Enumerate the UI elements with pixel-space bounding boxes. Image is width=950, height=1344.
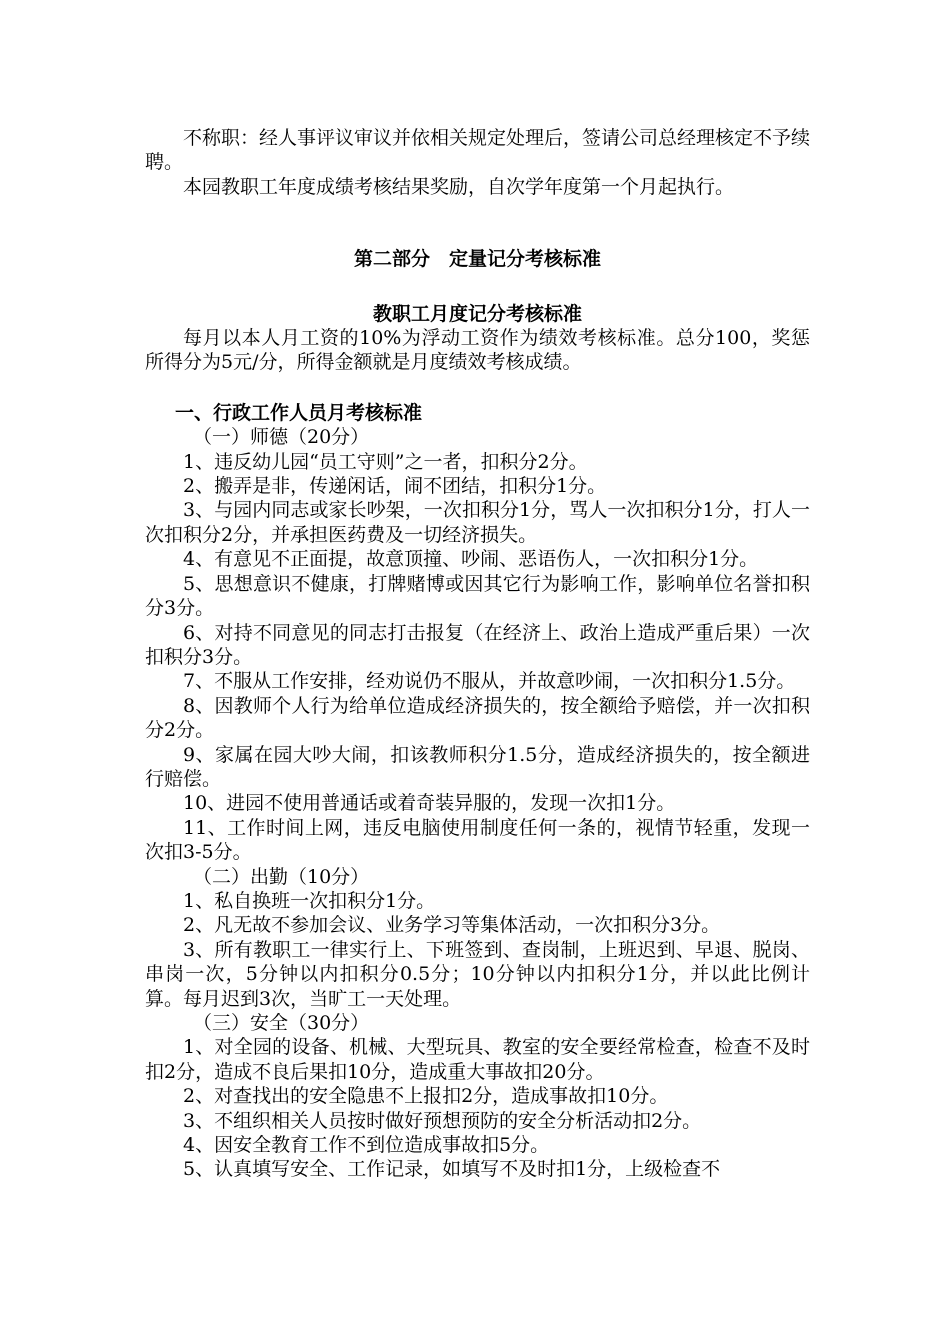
subsection-attendance-title: （二）出勤（10分） (193, 865, 370, 888)
intro-paragraph-2: 本园教职工年度成绩考核结果奖励，自次学年度第一个月起执行。 (183, 175, 735, 198)
ethics-item: 11、工作时间上网，违反电脑使用制度任何一条的，视情节轻重，发现一次扣3-5分。 (145, 816, 810, 864)
section-subtitle: 教职工月度记分考核标准 (372, 302, 582, 325)
attendance-item: 2、凡无故不参加会议、业务学习等集体活动，一次扣积分3分。 (183, 914, 721, 937)
safety-item: 5、认真填写安全、工作记录，如填写不及时扣1分，上级检查不 (183, 1158, 721, 1181)
scoring-description: 每月以本人月工资的10%为浮动工资作为绩效考核标准。总分100，奖惩所得分为5元/分，所得金额就是月度绩效考核成绩。 (145, 327, 810, 374)
document-body (145, 126, 810, 1182)
ethics-item: 7、不服从工作安排，经劝说仍不服从，并故意吵闹，一次扣积分1.5分。 (183, 670, 796, 693)
intro-paragraph-1: 不称职：经人事评议审议并依相关规定处理后，签请公司总经理核定不予续聘。 (145, 127, 811, 174)
attendance-item: 3、所有教职工一律实行上、下班签到、查岗制，上班迟到、早退、脱岗、串岗一次，5分钟以内扣积分0.5分；10分钟以内扣积分1分，并以此比例计算。每月迟到3次，当旷工一天处理。 (145, 938, 810, 1010)
subsection-ethics-title: （一）师德（20分） (193, 426, 370, 449)
safety-item: 3、不组织相关人员按时做好预想预防的安全分析活动扣2分。 (183, 1109, 702, 1132)
section-heading-admin: 一、行政工作人员月考核标准 (175, 401, 423, 424)
safety-item: 1、对全园的设备、机械、大型玩具、教室的安全要经常检查，检查不及时扣2分，造成不良后果扣10分，造成重大事故扣20分。 (145, 1036, 810, 1083)
ethics-item: 1、违反幼儿园“员工守则”之一者，扣积分2分。 (183, 450, 588, 473)
ethics-item: 9、家属在园大吵大闹，扣该教师积分1.5分，造成经济损失的，按全额进行赔偿。 (145, 743, 810, 790)
safety-item: 2、对查找出的安全隐患不上报扣2分，造成事故扣10分。 (183, 1085, 669, 1108)
part-title: 第二部分 定量记分考核标准 (353, 248, 601, 271)
attendance-item: 1、私自换班一次扣积分1分。 (183, 889, 436, 912)
ethics-item: 4、有意见不正面提，故意顶撞、吵闹、恶语伤人，一次扣积分1分。 (183, 548, 759, 571)
safety-item: 4、因安全教育工作不到位造成事故扣5分。 (183, 1134, 550, 1157)
subsection-safety-title: （三）安全（30分） (193, 1012, 370, 1034)
ethics-item: 2、搬弄是非，传递闲话，闹不团结，扣积分1分。 (183, 475, 607, 498)
ethics-item: 10、进园不使用普通话或着奇装异服的，发现一次扣1分。 (183, 792, 676, 815)
ethics-item: 3、与园内同志或家长吵架，一次扣积分1分，骂人一次扣积分1分，打人一次扣积分2分，并承担医药费及一切经济损失。 (145, 499, 810, 546)
ethics-item: 5、思想意识不健康，打牌赌博或因其它行为影响工作，影响单位名誉扣积分3分。 (145, 572, 810, 620)
ethics-item: 6、对持不同意见的同志打击报复（在经济上、政治上造成严重后果）一次扣积分3分。 (145, 621, 810, 668)
ethics-item: 8、因教师个人行为给单位造成经济损失的，按全额给予赔偿，并一次扣积分2分。 (145, 694, 810, 742)
